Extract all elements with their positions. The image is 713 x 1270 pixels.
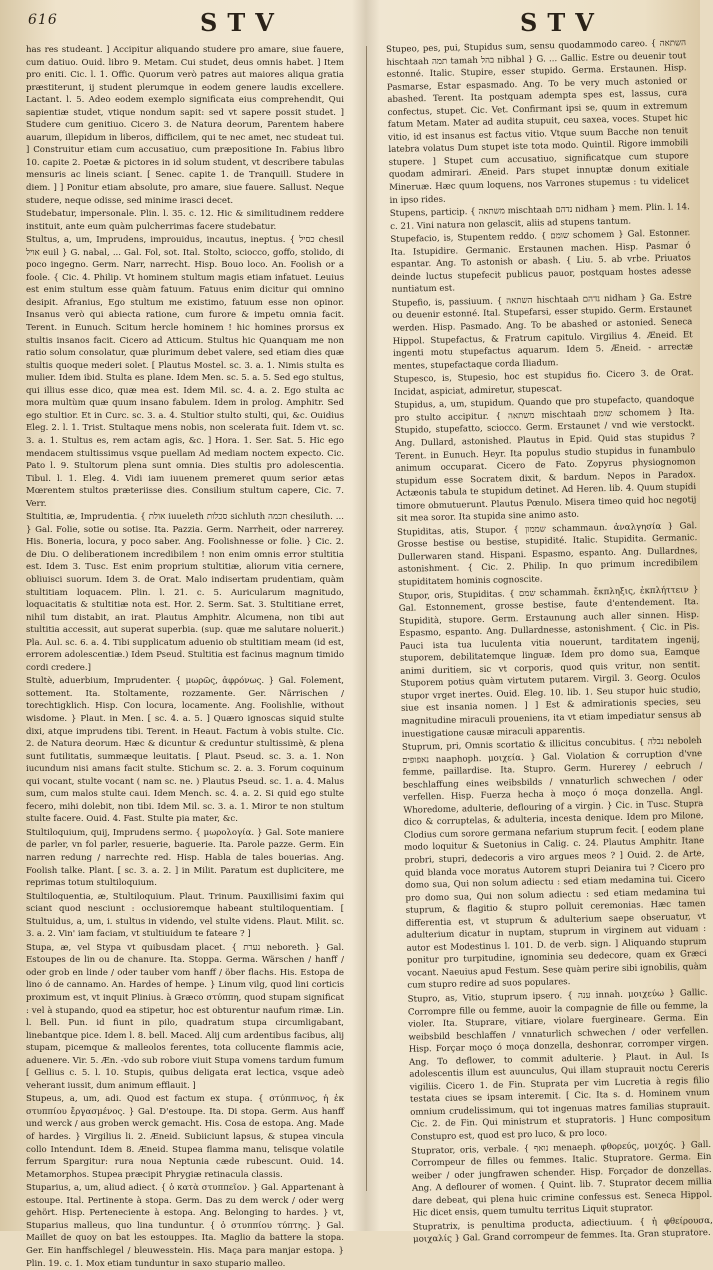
dictionary-entry: Stultus, a, um, Imprudens, improuidus, incautus, ineptus. { כסיל chesil אויל euil } G. nabal, ... Gal. Fol, sot. Ital. Stolto, sciocco, goffo, stolido, di poco ingegno. Germ. Narr, narrecht. Hisp. Bouo loco. An. Foolish or a foole. { Cic. 4. Philip. Vt hominem stultum magis etiam infatuet. Leuius est enim stultum esse quàm fatuum. Fatuus enim dicitur qui omnino desipit. Afranius, Ego stultum me existimo, fatuum esse non opinor. Insanus verò qui abiecta ratione, cum furore & impetu omnia facit. Terent. in Eunuch. Scitum hercle hominem ! hic homines prorsus ex stultis insanos facit. Cicero ad Atticum. Stultus hic Quanquam me non ratio solum consolatur, quæ plurimum debet valere, sed etiam dies quæ stultis quoque mederi solet. [ Plautus Mostel. sc. 3. a. 1. Nimis stulta es mulier. Idem ibid. Stulta es plane. Idem Men. sc. 5. a. 5. Sed ego stultus, qui illius esse dico, quæ mea est. Idem Mil. sc. 4. a. 2. Ego stulta ac mora multùm quæ quum insano fabulem. Idem in prolog. Amphitr. Sed ego stultior. Et in Curc. sc. 3. a. 4. Stultior stulto stulti, qui, &c. Ouidius Eleg. 2. l. 1. Trist. Stultaque mens nobis, non scelerata fuit. Idem vt. sc. 3. a. 1. Stultus es, rem actam agis, &c. ] Hora. 1. Ser. Sat. 5. Hic ego mendacem stultissimus vsque puellam Ad mediam noctem expecto. Cic. Pato l. 9. Stultorum plena sunt omnia. Dies stultis pro adolescentia. Tibul. l. 1. Eleg. 4. Vidi iam iuuenem premeret quum serior ætas Mœrentem stultos præteriisse dies. Consilium stultum capere, Cic. 7. Verr. bbox=[26, 235, 344, 509]
dictionary-entry: Stupiditas, atis, Stupor. { שממון schammaun. ἀναλγησία } Gal. Grosse bestise ou bestise, stupidité. Italic. Stupidita. Germanic. Dullerwaren stand. Hispani. Espasmo, espanto. Ang. Dullardnes, astonishment. { Cic. 2. Philip. In quo primum incredibilem stupiditatem hominis cognoscite. bbox=[396, 520, 698, 588]
dictionary-entry: Stultitia, æ, Imprudentia. { אולת iuueleth סכלות sichluth חכמה chesiluth. ... } Gal. Folie, sotie ou sotise. Ita. Pazzia. Germ. Narrheit, oder narrerey. His. Boneria, locura, y poco saber. Ang. Foolishnesse or folie. } Cic. 2. de Diu. O deliberationem incredibilem ! non enim omnis error stultitia est. Idem 3. Tusc. Est enim proprium stultitiæ, aliorum vitia cernere, obliuisci suorum. Idem 3. de Orat. Malo indisertam prudentiam, quàm stultitiam loquacem. Plin. l. 21. c. 5. Auricularum magnitudo, loquacitatis & stultitiæ nota est. Hor. 2. Serm. Sat. 3. Stultitiane erret, nihil tum distabit, an irat. Plautus Amphitr. Alcumena, non tibi aut stultitia accessit, aut superat superbia. (sup. quæ me salutare noluerit.) Pla. Aul. sc. 6. a. 4. Tibi supplicatum aduenio ob stultitiam meam (id est, errorem adolescentiæ.) Idem Pseud. Stultitia est facinus magnum timido cordi credere.] bbox=[26, 512, 344, 673]
dictionary-entry: Stupor, oris, Stupiditas. { שמם schammah. ἔκπληξις, ἐκπλήττειν } Gal. Estonnement, grosse bestise, faute d'entendement. Ita. Stupidità, stupore. Germ. Erstaunung auch aller sinnen. Hisp. Espasmo, espanto. Ang. Dullardnesse, astonishment. { Cic. in Pis. Pauci ista tua luculenta vitia nouerunt, tarditatem ingenij, stuporem, debilitatemque linguæ. Idem pro domo sua, Eamque animi duritiem, sic vt corporis, quod quis vritur, non sentit. Stuporem potius quàm virtutem putarem. Virgil. 3. Georg. Oculos stupor vrget inertes. Ouid. Eleg. 10. lib. 1. Seu stupor huic studio, siue est insania nomen. ] ] Est & admirationis species, seu magnitudine miraculi proueniens, ita vt etiam impediatur sensus ab inuestigatione causæ miraculi apparentis. bbox=[398, 584, 702, 740]
right-column bbox=[386, 37, 713, 1246]
running-head-left: STV bbox=[200, 8, 284, 37]
page-number: 616 bbox=[28, 12, 58, 28]
dictionary-entry: Stultè, aduerbium, Imprudenter. { μωρῶς, ἀφρόνως. } Gal. Folement, sottement. Ita. Stoltamente, rozzamente. Ger. Närrischen / torechtigklich. Hisp. Con locura, locamente. Ang. Foolishlie, without wisdome. } Plaut. in Men. [ sc. 4. a. 5. ] Quæro ignoscas siquid stulte dixi, atque imprudens tibi. Terent. in Heaut. Factum à vobis stulte. Cic. 2. de Natura deorum. Hæc & dicuntur & creduntur stultissimè, & plena sunt futilitatis, summæque leuitatis. [ Plaut. Pseud. sc. 3. a. 1. Non iucundum nisi amans facit stulte. Stichum sc. 2. a. 3. Forum coquinum qui vocant, stulte vocant ( nam sc. ne. ) Plautus Pseud. sc. 1. a. 4. Malus sum, cum malos stulte caui. Idem Mench. sc. 4. a. 2. Si quid ego stulte fecero, mihi dolebit, non tibi. Idem Mil. sc. 3. a. 1. Miror te non stultum stulte facere. Ouid. 4. Fast. Stulte pia mater, &c. bbox=[26, 676, 344, 825]
dictionary-entry: Stultiloquium, quij, Imprudens sermo. { μωρολογία. } Gal. Sote maniere de parler, vn fol parler, resuerie, baguerie. Ita. Parole pazze. Germ. Ein narren redung / narrechte red. Hisp. Habla de tales bouerias. Ang. Foolish talke. Plant. [ sc. 3. a. 2. ] in Milit. Paratum est duplicitere, me reprimas totum stultiloquium. bbox=[26, 827, 344, 889]
column-divider bbox=[366, 46, 367, 1191]
dictionary-entry: Stuparius, a, um, aliud adiect. { ὁ κατὰ στυππεῖον. } Gal. Appartenant à estoupe. Ital. Pertinente à stopa. Germ. Das zu dem werck / oder werg gehört. Hisp. Perteneciente à estopa. Ang. Belonging to hardes. } vt, Stuparius malleus, quo lina tunduntur. { ὁ στυππίου τύπτης. } Gal. Maillet de quoy on bat les estouppes. Ita. Maglio da battere la stopa. Ger. Ein hanffschlegel / bleuwesstein. His. Maça para manjar estopa. } Plin. 19. c. 1. Mox etiam tunduntur in saxo stupario malleo. bbox=[26, 1183, 344, 1269]
dictionary-entry: Stupesco, is, Stupesio, hoc est stupidus fio. Cicero 3. de Orat. Incidat, aspiciat, admiretur, stupescat. bbox=[393, 368, 694, 398]
dictionary-entry: Stuprator, oris, verbale. { נואף menaeph. φθορεύς, μοιχός. } Gall. Corrompeur de filles ou femmes. Italic. Stupratore. Germa. Ein weiber / oder jungfrawen schender. Hisp. Forçador de donzellas. Ang. A deflourer of women. { Quint. lib. 7. Stuprator decem millia dare debeat, qui plena huic crimine confessus est. Seneca Hippol. Hic dicet ensis, quem tumultu territus Liquit stuprator. bbox=[411, 1139, 713, 1220]
dictionary-entry: Stultiloquentia, æ, Stultiloquium. Plaut. Trinum. Pauxillisimi faxim qui sciant quod nesciunt : occlusioremque habeant stultiloquentiam. [ Stultuidus, a, um, i. stultus in videndo, vel stulte videns. Plaut. Milit. sc. 3. a. 2. Vin' iam faciam, vt stultiuidum te fateare ? ] bbox=[26, 891, 344, 940]
dictionary-entry: Studebatur, impersonale. Plin. l. 35. c. 12. Hic & similitudinem reddere instituit, ante eum quàm pulcherrimas facere studebatur. bbox=[26, 209, 344, 232]
left-column bbox=[26, 44, 344, 1269]
dictionary-entry: Stupens, particip. { משתאה mischtaah נדהם nidham } mem. Plin. l. 14. c. 21. Vini natura non gelascit, aliis ad stupens tantum. bbox=[389, 202, 690, 232]
dictionary-entry: Stupratrix, is penultima producta, adiectiuum. { ἡ φθείρουσα, μοιχαλίς } Gal. Grand corrompeur de femmes. Ita. Gran stupratore. bbox=[412, 1215, 713, 1246]
dictionary-entry: Stupefacio, is, Stupentem reddo. { שומם schomem } Gal. Estonner. Ita. Istupidire. Germanic. Erstaunen machen. Hisp. Pasmar ó espantar. Ang. To astonish or abash. { Liu. 5. ab vrbe. Priuatos deinde luctus stupefecit publicus pauor, postquam hostes adesse nuntiatum est. bbox=[390, 228, 692, 296]
dictionary-entry: has res studeant. ] Accipitur aliquando studere pro amare, siue fauere, cum datiuo. Ouid. libro 9. Metam. Cui studet, deus omnis habet. ] Item pro eniti. Cic. l. 1. Offic. Quorum verò patres aut maiores aliqua gratia præstiterunt, ij student plerumque in eodem genere laudis excellere. Lactant. l. 5. Adeo eodem exemplo significata eius comprehendit, Qui sapientiæ studet, vtique nondum sapit: sed vt sapere possit studet. ] Studere cum genitiuo. Cicero 3. de Natura deorum, Parentem habere auarum, illepidum in liberos, difficilem, qui te nec amet, nec studeat tui. ] Construitur etiam cum accusatiuo, cum præpositione In. Fabius libro 10. capite 2. Poetæ & pictores in id solum student, vt describere tabulas mensuris ac lineis sciant. [ Senec. capite 1. de Tranquill. Studere in diem. ] ] Ponitur etiam absolute, pro amare, siue fauere. Sallust. Neque studere, neque odisse, sed minime irasci decet. bbox=[26, 45, 344, 206]
dictionary-entry: Stupeus, a, um, adi. Quod est factum ex stupa. { στύππινος, ἡ ἐκ στυππίου ἔργασμένος. } Gal. D'estoupe. Ita. Di stopa. Germ. Aus hanff und werck / aus groben werck gemacht. His. Cosa de estopa. Ang. Made of hardes. } Virgilius li. 2. Æneid. Subiiciunt lapsus, & stupea vincula collo Intendunt. Idem 8. Æneid. Stupea flamma manu, telisque volatile ferrum Spargitur: rura noua Neptunia cæde rubescunt. Ouid. 14. Metamorphos. Stupea præcipit Phrygiæ retinacula classis. bbox=[26, 1094, 344, 1180]
dictionary-entry: Stupefio, is, passiuum. { השתאה hischtaah נדהם nidham } Ga. Estre ou deuenir estonné. Ital. Stupefarsi, esser stupido. Germ. Erstaunet werden. Hisp. Pasmado. Ang. To be abashed or astonied. Seneca Hippol. Stupefactus, & Fratrum capitulo. Virgilius 4. Æneid. Et ingenti motu stupefactus aquarum. Idem 5. Æneid. - arrectæ mentes, stupefactaque corda Iliadum. bbox=[391, 292, 694, 372]
dictionary-entry: Stupro, as, Vitio, stuprum ipsero. { ענה innah. μοιχεύω } Gallic. Corrompre fille ou femme, auoir la compagnie de fille ou femme, la violer. Ita. Stuprare, vitiare, violare fuergineare. Germa. Ein weibsbild beschlaffen / vnnaturlich schwechen / oder verfellen. Hisp. Forçar moço ó moça donzella, deshonrar, corromper virgen. Ang. To deflower, to commit adulterie. } Plaut. in Aul. Is adolescentis illum est auunculus, Qui illam stuprauit noctu Cereris vigiliis. Cicero 1. de Fin. Stuprata per vim Lucretia à regis filio testata ciues se ipsam interemit. [ Cic. Ita s. d. Hominem vnum omnium crudelissimum, qui tot ingenuas matres familias stuprauit. Cic. 2. de Fin. Qui ministrum et stupratoris. ] Hunc compositum Constupro est, quod est pro luco, & pro loco. bbox=[407, 987, 711, 1143]
dictionary-entry: Stupidus, a, um, stupidum. Quando que pro stupefacto, quandoque pro stulto accipitur. { משתאה mischtaah שומם schomem } Ita. Stupido, stupefatto, sciocco. Germ. Erstaunet / vnd wie verstockt. Ang. Dullard, astonished. Plautus in Epid. Quid stas stupidus ? Terent. in Eunuch. Heyr. Ita populus studio stupidus in funambulo animum occuparat. Cicero de Fato. Zopyrus physiognomon stupidum esse Socratem dixit, & bardum. Nepos in Paradox. Actæonis tabula te stupidum detinet. Ad Heren. lib. 4. Quum stupidi timore obmutuerunt. Plautus Pœnulo. Misera timeo quid hoc negotij sit mea soror. Ita stupida sine animo asto. bbox=[394, 394, 697, 525]
dictionary-entry: Stuprum, pri, Omnis scortatio & illicitus concubitus. { נבלה neboleh נאפופים naaphoph. μοιχεία. } Gal. Violation & corruption d'vne femme, paillardise. Ita. Stupro. Germ. Hurerey / eebruch / beschlaffung eines weibsbilds / vnnaturlich schwechen / oder verfellen. Hisp. Fuerza hecha à moço ó moça donzella. Angl. Whoredome, adulterie, deflouring of a virgin. } Cic. in Tusc. Stupra dico & corruptelas, & adulteria, incesta denique. Idem pro Milone, Clodius cum sorore germana nefarium stuprum fecit. [ eodem plane modo loquitur & Suetonius in Calig. c. 24. Plautus Amphitr. Itane probri, stupri, dedecoris a viro argues meos ? ] Ouid. 2. de Arte, quid blanda voce moratus Autorem stupri Deianira tui ? Cicero pro domo sua, Qui non solum adiectu : sed etiam medamina tui. Cicero pro domo sua, Qui non solum adiectu : sed etiam medamina tui stuprum, & flagitio & stupro polluit ceremonias. Hæc tamen differentia est, vt stuprum & adulterium saepe obseruatur, vt adulterium dicatur in nuptam, stuprum in virginem aut viduam : autor est Modestinus l. 101. D. de verb. sign. ] Aliquando stuprum ponitur pro turpitudine, ignominia seu dedecore, quam ex Græci vocant. Naeuius apud Festum. Sese quàm perire sibi ignobilis, quàm cum stupro redire ad suos populares. bbox=[401, 736, 708, 992]
running-head-right: STV bbox=[520, 8, 604, 37]
dictionary-entry: Stupa, æ, vel Stypa vt quibusdam placet. { נערת neboreth. } Gal. Estoupes de lin ou de chanure. Ita. Stoppa. Germa. Wärschen / hanff / oder grob en linde / oder tauber vom hanff / öber flachs. His. Estopa de lino ó de cannamo. An. Hardes of hempe. } Linum vilg, quod lini corticis proximum est, vt inquit Plinius. à Græco στύππη, quod stupam significat : vel à stupando, quod ea stipetur, hoc est obturentur naufum rimæ. Lin. l. Bell. Pun. id fiunt in pilo, quadratum stupa circumligabant, linebantque pice. Idem l. 8. bell. Maced. Alij cum ardentibus facibus, alij stupam, picemque & malleolos ferentes, tota collucente flammis acie, aduenere. Vir. 5. Æn. -vdo sub robore viuit Stupa vomens tardum fumum [ Gellius c. 5. l. 10. Stupis, quibus deligata erat lectica, vsque adeò veherant iussit, dum animum efflauit. ] bbox=[26, 942, 344, 1091]
dictionary-entry: Stupeo, pes, pui, Stupidus sum, sensu quodammodo careo. { השתאה hischtaah תמה tamah בהל nibhal } G. ... Gallic. Estre ou deuenir tout estonné. Italic. Stupire, esser stupido. Germa. Erstaunen. Hisp. Pasmarse, Estar espasmado. Ang. To be very much astonied or abashed. Terent. Ita postquam adempta spes est, lassus, cura confectus, stupet. Cic. Vet. Confirmant ipsi se, quum in extremum fatum Metam. Mater ad audita stupuit, ceu saxea, voces. Stupet hic vitio, id est insanus est factus vitio. Vtque suum Bacche non tenuit latebra volatus Dum stupet iste tota modo. Quintil. Rigore immobili stupere. ] Stupet cum accusatiuo, significatque cum stupore quodam admirari. Æneid. Pars stupet innuptæ donum exitiale Mineruæ. Hæc quum loquens, nos Varrones stupemus : tu videlicet in ipso rides. bbox=[386, 38, 690, 206]
